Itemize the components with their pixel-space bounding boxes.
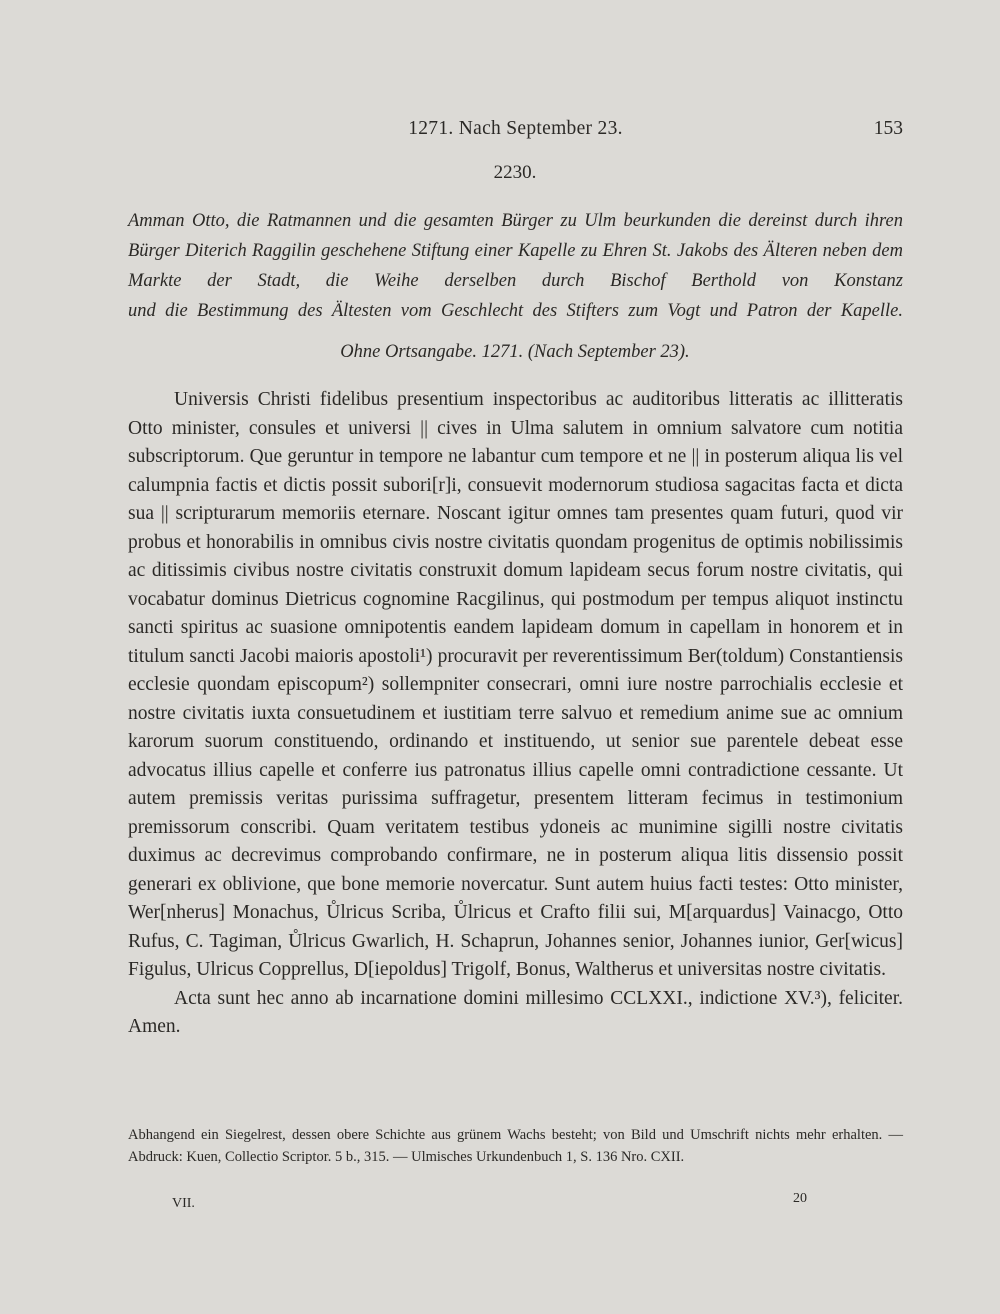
charter-paragraph: Acta sunt hec anno ab incarnatione domini millesimo CCLXXI., indictione XV.³), feliciter. Amen. [128,987,903,1037]
running-head-date: 1271. Nach September 23. [408,118,623,139]
abstract-text: Amman Otto, die Ratmannen und die gesamten Bürger zu Ulm beurkunden die dereinst durch ihren Bürger Diterich Raggilin geschehene Stiftung einer Kapelle zu Ehren St. Jakobs des Älteren neben dem Markte der Stadt, die Weihe derselben durch Bischof Berthold von Konstanz [128,211,903,291]
running-head [128,118,903,144]
charter-text [128,386,903,1042]
page-number: 153 [873,118,903,139]
document-number: 2230. [493,162,537,183]
charter-paragraph: Universis Christi fidelibus presentium inspectoribus ac auditoribus litteratis ac illitteratis Otto minister, consules et universi || cives in Ulma salutem in omnium salvatore cum notitia subscriptorum. Que geruntur in tempore ne labantur cum tempore et ne || in posterum aliqua lis vel calumpnia factis et dictis possit subori[r]i, consuevit modernorum studiosa sagacitas facta et dicta sua || scripturarum memoriis eternare. Noscant igitur omnes tam presentes quam futuri, quod vir probus et honorabilis in omnibus civis nostre civitatis quondam progenitus de optimis nobilissimis ac ditissimis civibus nostre civitatis construxit domum lapideam secus forum nostre civitatis, qui vocabatur dominus Dietricus cognomine Racgilinus, qui postmodum per tempus aliquot instinctu sancti spiritus ac suasione omnipotentis eandem lapideam domum in capellam in honorem et in titulum sancti Jacobi maioris apostoli¹) procuravit per reverentissimum Ber(toldum) Constantiensis ecclesie quondam episcopum²) sollempniter consecrari, omni iure nostre parrochialis ecclesie et nostre civitatis iuxta consuetudinem et iustitiam terre salvuo et remedium anime sue ac omnium karorum suorum constituendo, ordinando et instituendo, ut senior sue parentele debeat esse advocatus illius capelle et conferre ius patronatus illius capelle omni contradictione cessante. Ut autem premissis veritas purissima suffragetur, presentem litteram fecimus in testimonium premissorum conscribi. Quam veritatem testibus ydoneis ac munimine sigilli nostre civitatis duximus ac decrevimus comprobando confirmare, ne in posterum aliqua litis dissensio possit generari ex oblivione, que bone memorie novercatur. Sunt autem huius facti testes: Otto minister, Wer[nherus] Monachus, Ůlricus Scriba, Ůlricus et Crafto filii sui, M[arquardus] Vainacgo, Otto Rufus, C. Tagiman, Ůlricus Gwarlich, H. Schaprun, Johannes senior, Johannes iunior, Ger[wicus] Figulus, Ulricus Copprellus, D[iepoldus] Trigolf, Bonus, Waltherus et universitas nostre civitatis. [128,389,903,980]
sheet-number: 20 [793,1191,807,1206]
abstract-text-end: und die Bestimmung des Ältesten vom Geschlecht des Stifters zum Vogt und Patron der Kapelle. [128,301,903,321]
document-abstract [128,206,903,326]
sheet-signature: VII. [172,1196,195,1211]
dating-line: Ohne Ortsangabe. 1271. (Nach September 23). [340,342,690,362]
editorial-note: Abhangend ein Siegelrest, dessen obere Schichte aus grünem Wachs besteht; von Bild und Umschrift nichts mehr erhalten. — Abdruck: Kuen, Collectio Scriptor. 5 b., 315. — Ulmisches Urkundenbuch 1, S. 136 Nro. CXII. [128,1127,903,1165]
